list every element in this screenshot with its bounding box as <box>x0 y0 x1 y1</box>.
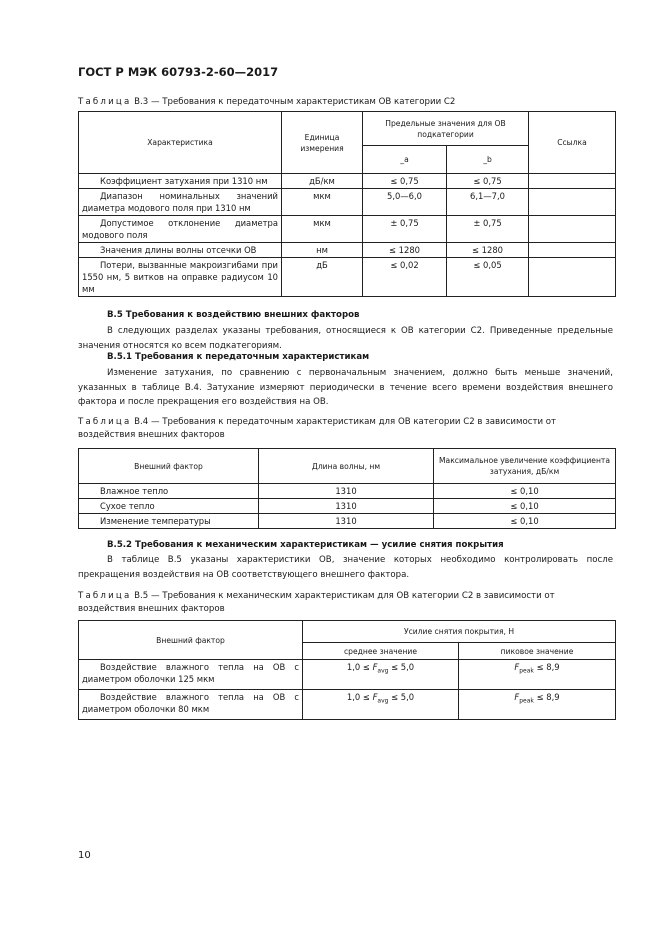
table-b4 <box>78 448 616 529</box>
header-wavelength: Длина волны, нм <box>259 449 434 484</box>
avg-prefix: 1,0 ≤ <box>346 662 373 672</box>
row-b: ≤ 1280 <box>447 243 529 258</box>
peak-var: F <box>514 692 520 702</box>
row-wavelength: 1310 <box>259 514 434 529</box>
row-factor: Влажное тепло <box>79 484 259 499</box>
row-value: ≤ 0,10 <box>434 499 616 514</box>
header-unit: Единица измерения <box>282 112 363 174</box>
table-caption-prefix: Таблица <box>78 591 132 601</box>
header-limits: Предельные значения для ОВ подкатегории <box>363 112 529 146</box>
header-max-increase: Максимальное увеличение коэффициента затухания, дБ/км <box>434 449 616 484</box>
header-sub-b: _b <box>447 146 529 174</box>
row-unit: мкм <box>282 189 363 216</box>
row-unit: дБ <box>282 258 363 297</box>
section-b52-text: В таблице В.5 указаны характеристики ОВ, значение которых необходимо контролировать после прекращения воздействия на ОВ соответствующего внешнего фактора. <box>78 555 613 580</box>
table-b4-caption <box>78 416 613 442</box>
avg-var: F <box>372 692 378 702</box>
header-factor: Внешний фактор <box>79 449 259 484</box>
peak-sub: peak <box>519 697 534 705</box>
table-caption-prefix: Таблица <box>78 97 132 107</box>
table-row <box>79 484 616 499</box>
row-ref <box>529 243 616 258</box>
table-b5 <box>78 620 616 720</box>
table-row <box>79 660 616 690</box>
table-row <box>79 499 616 514</box>
table-caption-text: В.5 — Требования к механическим характеристикам для ОВ категории С2 в зависимости от воздействия внешних факторов <box>78 591 555 614</box>
row-a: ≤ 0,75 <box>363 174 447 189</box>
section-b5-text: В следующих разделах указаны требования, относящиеся к ОВ категории С2. Приведенные предельные значения относятся ко всем подкатегориям. <box>78 326 613 351</box>
row-name: Значения длины волны отсечки ОВ <box>79 243 282 258</box>
row-value: ≤ 0,10 <box>434 514 616 529</box>
row-avg <box>303 660 459 690</box>
peak-var: F <box>514 662 520 672</box>
avg-sub: avg <box>377 667 389 675</box>
row-factor: Сухое тепло <box>79 499 259 514</box>
section-b5-heading: В.5 Требования к воздействию внешних факторов <box>107 310 360 320</box>
section-b51-text: Изменение затухания, по сравнению с первоначальным значением, должно быть меньше значений, указанных в таблице В.4. Затухание измеряют периодически в течение всего времени воздействия внешнего фактора и после прекращения его воздействия на ОВ. <box>78 368 613 407</box>
row-b: ≤ 0,05 <box>447 258 529 297</box>
avg-suffix: ≤ 5,0 <box>388 662 415 672</box>
row-ref <box>529 216 616 243</box>
header-peak: пиковое значение <box>459 643 616 660</box>
document-header: ГОСТ Р МЭК 60793-2-60—2017 <box>78 65 279 79</box>
avg-prefix: 1,0 ≤ <box>346 692 373 702</box>
section-b52-heading: В.5.2 Требования к механическим характеристикам — усилие снятия покрытия <box>107 540 504 550</box>
row-factor: Воздействие влажного тепла на ОВ с диаметром оболочки 80 мкм <box>79 690 303 720</box>
section-b51-heading: В.5.1 Требования к передаточным характеристикам <box>107 352 370 362</box>
header-sub-a: _a <box>363 146 447 174</box>
row-value: ≤ 0,10 <box>434 484 616 499</box>
table-caption-prefix: Таблица <box>78 417 132 427</box>
row-b: 6,1—7,0 <box>447 189 529 216</box>
table-row <box>79 189 616 216</box>
avg-var: F <box>372 662 378 672</box>
row-peak <box>459 660 616 690</box>
header-reference: Ссылка <box>529 112 616 174</box>
row-ref <box>529 189 616 216</box>
row-factor: Воздействие влажного тепла на ОВ с диаметром оболочки 125 мкм <box>79 660 303 690</box>
row-wavelength: 1310 <box>259 499 434 514</box>
table-b3 <box>78 111 616 297</box>
row-name: Допустимое отклонение диаметра модового поля <box>79 216 282 243</box>
peak-suffix: ≤ 8,9 <box>533 662 560 672</box>
table-row <box>79 174 616 189</box>
row-name: Коэффициент затухания при 1310 нм <box>79 174 282 189</box>
table-b5-caption <box>78 590 613 616</box>
row-unit: дБ/км <box>282 174 363 189</box>
avg-sub: avg <box>377 697 389 705</box>
row-b: ≤ 0,75 <box>447 174 529 189</box>
table-row <box>79 690 616 720</box>
row-avg <box>303 690 459 720</box>
row-ref <box>529 258 616 297</box>
table-row <box>79 258 616 297</box>
peak-suffix: ≤ 8,9 <box>533 692 560 702</box>
row-a: ≤ 0,02 <box>363 258 447 297</box>
page-number: 10 <box>78 850 91 861</box>
avg-suffix: ≤ 5,0 <box>388 692 415 702</box>
table-b3-caption <box>78 96 613 109</box>
row-peak <box>459 690 616 720</box>
table-caption-text: В.4 — Требования к передаточным характеристикам для ОВ категории С2 в зависимости от воздействия внешних факторов <box>78 417 557 440</box>
table-row <box>79 243 616 258</box>
table-caption-text: В.3 — Требования к передаточным характеристикам ОВ категории С2 <box>134 97 456 107</box>
header-avg: среднее значение <box>303 643 459 660</box>
table-row <box>79 514 616 529</box>
row-b: ± 0,75 <box>447 216 529 243</box>
header-factor: Внешний фактор <box>79 621 303 660</box>
row-unit: нм <box>282 243 363 258</box>
header-characteristic: Характеристика <box>79 112 282 174</box>
row-a: ± 0,75 <box>363 216 447 243</box>
row-ref <box>529 174 616 189</box>
header-force: Усилие снятия покрытия, Н <box>303 621 616 643</box>
table-row <box>79 216 616 243</box>
row-name: Диапазон номинальных значений диаметра модового поля при 1310 нм <box>79 189 282 216</box>
row-wavelength: 1310 <box>259 484 434 499</box>
row-unit: мкм <box>282 216 363 243</box>
peak-sub: peak <box>519 667 534 675</box>
row-a: 5,0—6,0 <box>363 189 447 216</box>
row-name: Потери, вызванные макроизгибами при 1550 нм, 5 витков на оправке радиусом 10 мм <box>79 258 282 297</box>
row-factor: Изменение температуры <box>79 514 259 529</box>
row-a: ≤ 1280 <box>363 243 447 258</box>
